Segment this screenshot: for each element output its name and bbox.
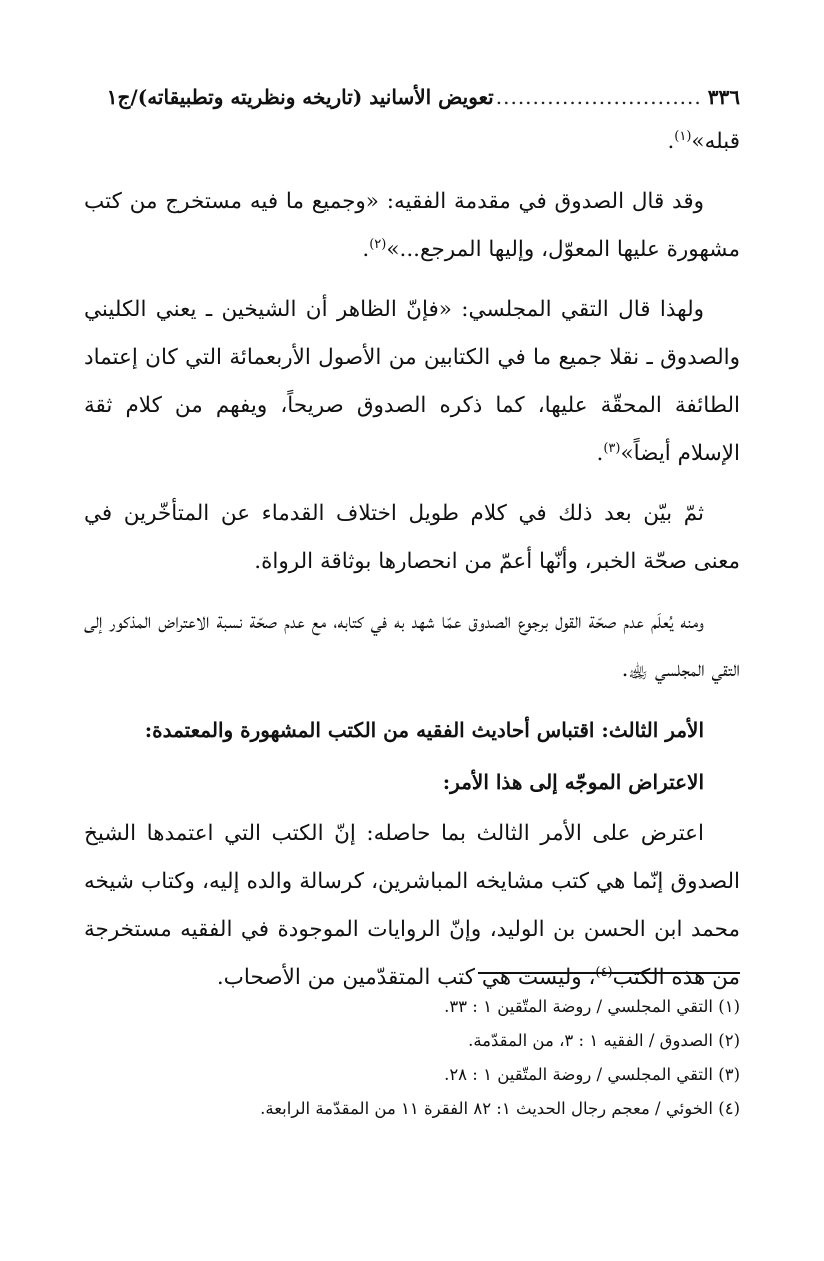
- paragraph-tail: .: [596, 441, 604, 466]
- paragraph-2: [84, 178, 740, 274]
- subsection-heading: الاعتراض الموجّه إلى هذا الأمر:: [442, 770, 704, 794]
- header-dot-leader: ............................: [495, 85, 702, 109]
- paragraph-3: [84, 286, 740, 478]
- paragraph-text: ومنه يُعلَم عدم صحّة القول برجوع الصدوق عمّا شهد به في كتابه، مع عدم صحّة نسبة الاعتراض المذكور إلى التقي المجلسي ﵀.: [84, 609, 740, 682]
- page-number: ٣٣٦: [707, 85, 740, 109]
- footnotes: [84, 990, 740, 1126]
- section-heading: الأمر الثالث: اقتباس أحاديث الفقيه من الكتب المشهورة والمعتمدة:: [144, 718, 704, 742]
- running-title: تعويض الأسانيد (تاريخه ونظريته وتطبيقاته)/ج١: [106, 85, 494, 109]
- paragraph-text: ثمّ بيّن بعد ذلك في كلام طويل اختلاف القدماء عن المتأخّرين في معنى صحّة الخبر، وأنّها أعمّ من انحصارها بوثاقة الرواة.: [84, 501, 740, 574]
- paragraph-text: اعترض على الأمر الثالث بما حاصله: إنّ الكتب التي اعتمدها الشيخ الصدوق إنّما هي كتب مشايخه المباشرين، كرسالة والده إليه، وكتاب شيخه محمد ابن الحسن بن الوليد، وإنّ الروايات الموجودة في الفقيه مستخرجة من هذه الكتب: [84, 821, 740, 990]
- footnote-ref-2[interactable]: (٢): [369, 236, 387, 252]
- footnote-separator: [478, 972, 740, 974]
- paragraph-text: ولهذا قال التقي المجلسي: «فإنّ الظاهر أن الشيخين ـ يعني الكليني والصدوق ـ نقلا جميع ما في الكتابين من الأصول الأربعمائة التي كان إعتماد الطائفة المحقّة عليها، كما ذكره الصدوق صريحاً، ويفهم من كلام ثقة الإسلام أيضاً»: [84, 297, 740, 466]
- paragraph-text: قبله»: [691, 129, 740, 154]
- paragraph-1: [84, 118, 740, 166]
- paragraph-5: [84, 598, 740, 694]
- paragraph-tail: ، وليست هي كتب المتقدّمين من الأصحاب.: [216, 965, 596, 990]
- paragraph-tail: .: [362, 237, 370, 262]
- footnote-ref-3[interactable]: (٣): [603, 440, 621, 456]
- paragraph-text: وقد قال الصدوق في مقدمة الفقيه: «وجميع ما فيه مستخرج من كتب مشهورة عليها المعوّل، وإليها المرجع...»: [84, 189, 740, 262]
- footnote-ref-1[interactable]: (١): [674, 128, 692, 144]
- paragraph-tail: .: [667, 129, 675, 154]
- footnote-1: (١) التقي المجلسي / روضة المتّقين ١ : ٣٣.: [444, 997, 740, 1016]
- footnote-4: (٤) الخوئي / معجم رجال الحديث ١: ٨٢ الفقرة ١١ من المقدّمة الرابعة.: [260, 1099, 740, 1118]
- paragraph-4: [84, 490, 740, 586]
- footnote-3: (٣) التقي المجلسي / روضة المتّقين ١ : ٢٨.: [444, 1065, 740, 1084]
- main-text: [84, 118, 740, 1014]
- footnote-2: (٢) الصدوق / الفقيه ١ : ٣، من المقدّمة.: [468, 1031, 740, 1050]
- footnote-ref-4[interactable]: (٤): [595, 964, 613, 980]
- page-header: [84, 80, 740, 114]
